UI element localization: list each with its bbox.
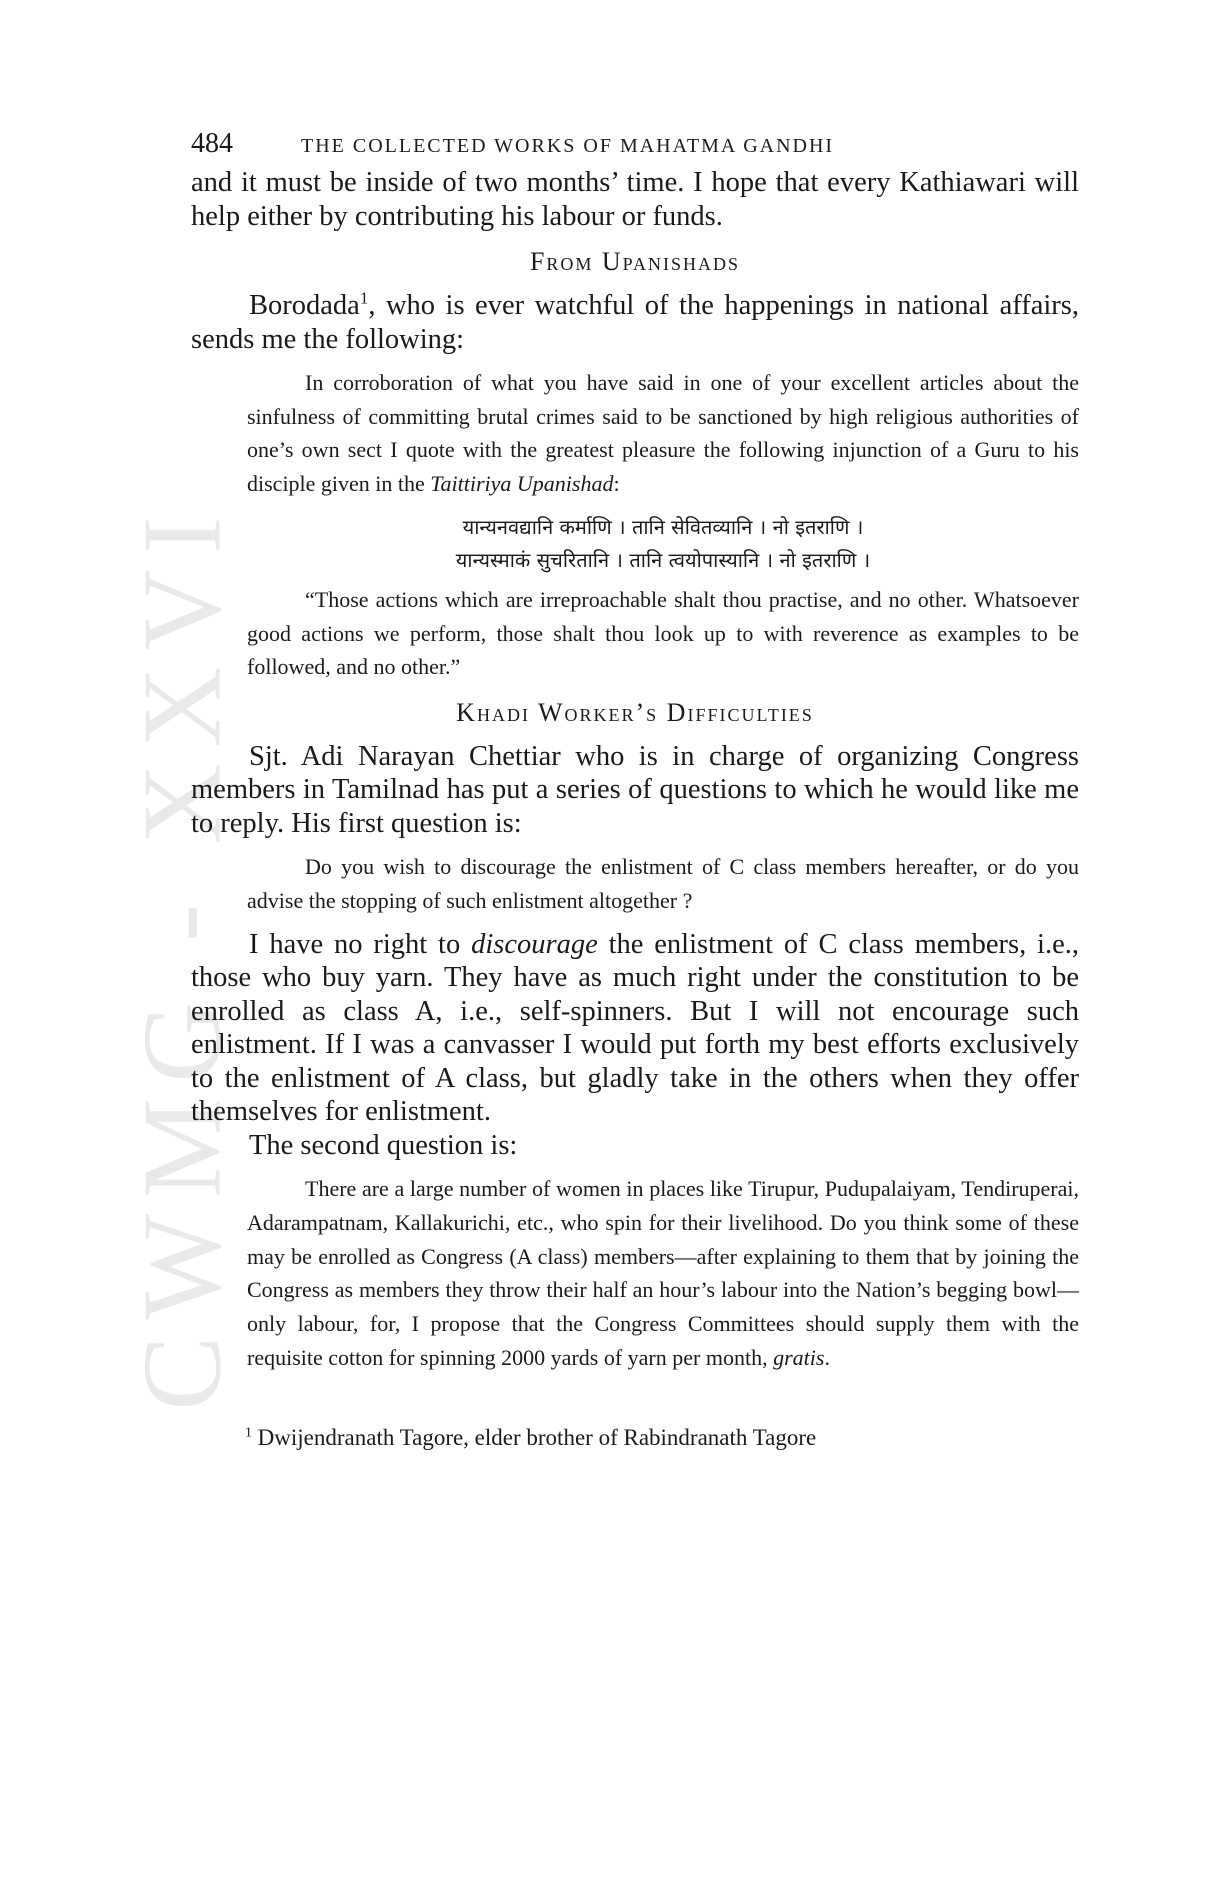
footnote-spacer [191,1385,1079,1425]
second-question-quote [247,1172,1079,1374]
running-title: THE COLLECTED WORKS OF MAHATMA GANDHI [301,135,835,157]
answer-text-a: I have no right to [249,928,472,960]
sanskrit-line-1: यान्यनवद्यानि कर्माणि । तानि सेवितव्यानि । नो इतराणि । [462,514,864,539]
borodada-name: Borodada [249,290,360,321]
chettiar-paragraph: Sjt. Adi Narayan Chettiar who is in charge of organizing Congress members in Tamilnad has put a series of questions to which he would like me to reply. His first question is: [191,740,1079,839]
second-question-paragraph [247,1172,1079,1374]
footnote-ref[interactable]: 1 [359,288,369,308]
upanishad-quote [247,366,1079,501]
sanskrit-line-2: यान्यस्माकं सुचरितानि । तानि त्वयोपास्यानि । नो इतराणि । [455,547,871,572]
translation-quote [247,583,1079,684]
watermark-text: CWMG - XXVI [120,499,245,1411]
second-question-text: There are a large number of women in places like Tirupur, Pudupalaiyam, Tendiruperai, Adarampatnam, Kallakurichi, etc., who spin for their livelihood. Do you think some of these may be enrolled as Congress (A class) members—after explaining to them that by joining the Congress as members they throw their half an hour’s labour into the Nation’s begging bowl—only labour, for, I propose that the Congress Committees should supply them with the requisite cotton for spinning 2000 yards of yarn per month, [247,1176,1079,1370]
quote-text: In corroboration of what you have said in one of your excellent articles about the sinfulness of committing brutal crimes said to be sanctioned by high religious authorities of one’s own sect I quote with the greatest pleasure the following injunction of a Guru to his disciple given in the [247,370,1079,497]
quote-paragraph [247,366,1079,501]
footnote-text: Dwijendranath Tagore, elder brother of Rabindranath Tagore [251,1424,817,1450]
page-content [191,128,1079,1451]
footnote-marker: 1 [245,1423,252,1439]
quote-colon: : [613,471,620,497]
second-question-intro: The second question is: [249,1129,518,1161]
answer-text-b: the enlistment of C class members, i.e., those who buy yarn. They have as much right under the constitution to be enrolled as class A, i.e., self-spinners. But I will not encourage such enlistment. If I was a canvasser I would put forth my best efforts exclusively to the enlistment of A class, but gladly take in the others when they offer themselves for enlistment. [191,928,1079,1128]
sanskrit-verse [247,511,1079,577]
translation-text: “Those actions which are irreproachable shalt thou practise, and no other. Whatsoever good actions we perform, those shalt thou look up to with reverence as examples to be followed, and no other.” [247,586,1079,680]
section-heading-upanishads: From Upanishads [529,247,741,276]
borodada-paragraph [191,289,1079,356]
section-heading-khadi: Khadi Worker’s Difficulties [456,697,814,727]
first-question-quote [247,850,1079,917]
page-number: 484 [191,128,233,159]
borodada-text: , who is ever watchful of the happenings in national affairs, sends me the following: [191,290,1079,355]
first-question-text: Do you wish to discourage the enlistment of C class members hereafter, or do you advise the stopping of such enlistment altogether ? [247,854,1079,914]
answer-paragraph [191,928,1079,1129]
footnote [245,1425,1079,1451]
answer-emphasis: discourage [471,928,598,960]
second-question-end: . [824,1344,830,1370]
intro-paragraph: and it must be inside of two months’ time. I hope that every Kathiawari will help either by contributing his labour or funds. [191,167,1079,232]
running-head [191,128,1079,160]
gratis-emphasis: gratis [773,1344,825,1370]
quote-source: Taittiriya Upanishad [430,471,614,497]
